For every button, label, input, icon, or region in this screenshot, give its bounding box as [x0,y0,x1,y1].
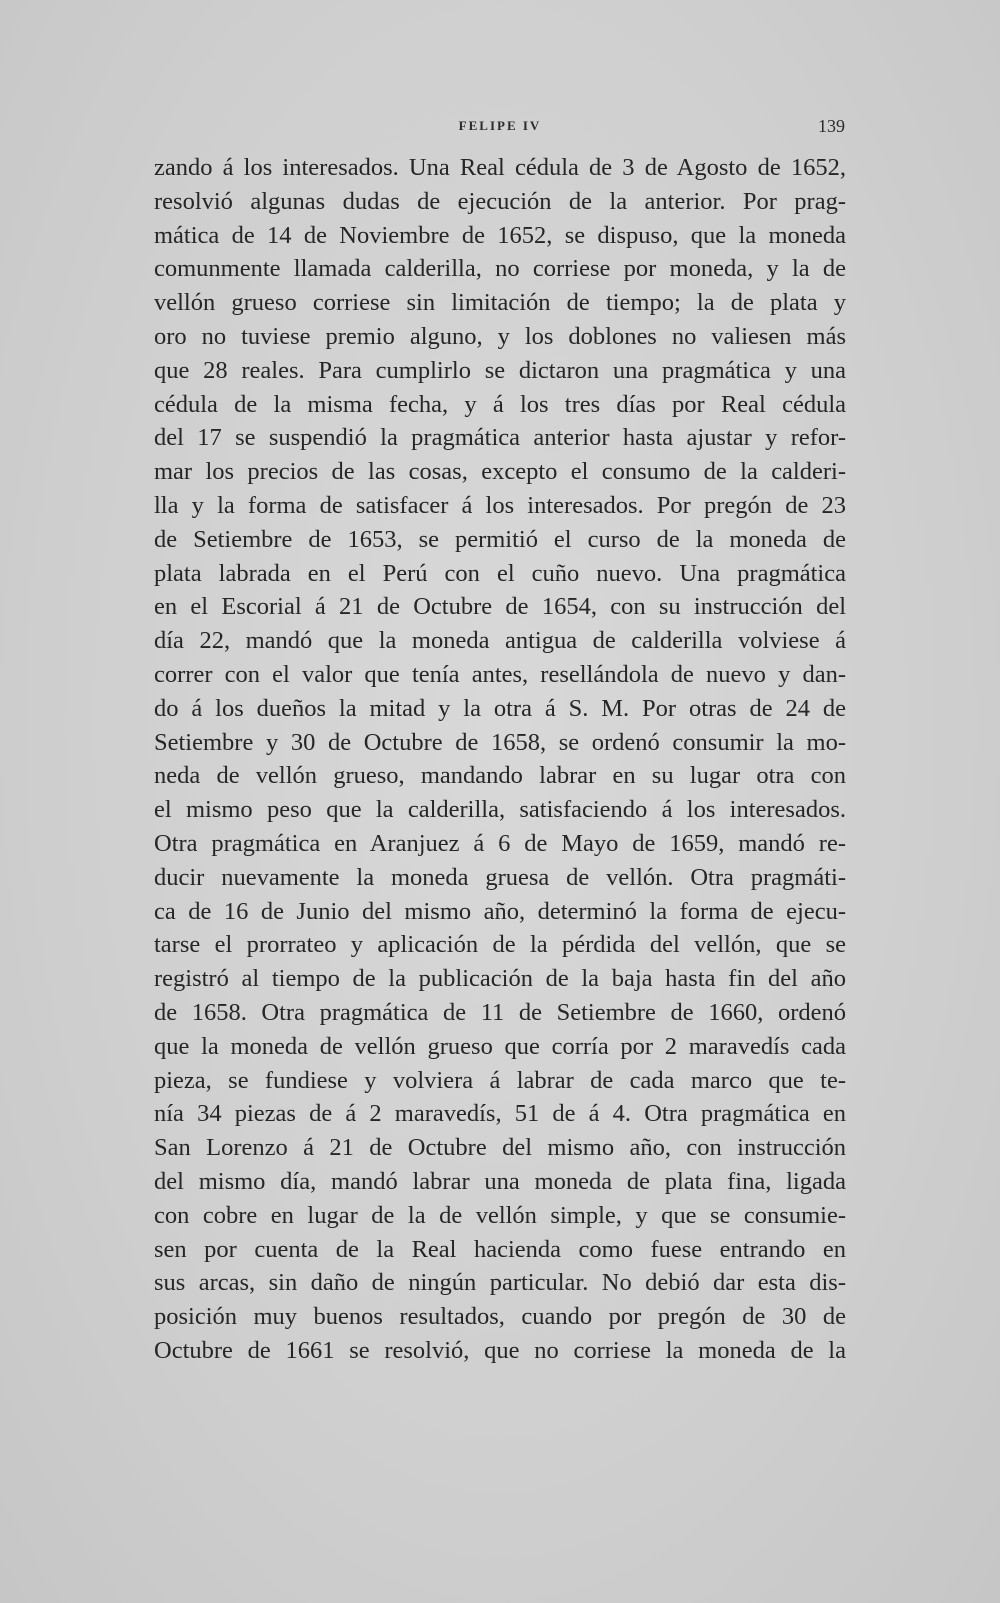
text-line: ca de 16 de Junio del mismo año, determinó la forma de ejecu- [154,897,846,925]
text-line: de Setiembre de 1653, se permitió el curso de la moneda de [154,525,846,553]
text-line: de 1658. Otra pragmática de 11 de Setiembre de 1660, ordenó [154,998,846,1026]
text-line: sen por cuenta de la Real hacienda como fuese entrando en [154,1235,846,1263]
body-text [154,151,846,1368]
text-line: San Lorenzo á 21 de Octubre del mismo año, con instrucción [154,1134,846,1162]
text-line: Setiembre y 30 de Octubre de 1658, se ordenó consumir la mo- [154,728,846,756]
text-line: mática de 14 de Noviembre de 1652, se dispuso, que la moneda [154,221,846,249]
text-line: ducir nuevamente la moneda gruesa de vellón. Otra pragmáti- [154,863,846,891]
text-line: del mismo día, mandó labrar una moneda de plata fina, ligada [154,1167,846,1195]
text-line: resolvió algunas dudas de ejecución de la anterior. Por prag- [154,187,846,215]
text-line: que 28 reales. Para cumplirlo se dictaron una pragmática y una [154,356,846,384]
text-line: pieza, se fundiese y volviera á labrar de cada marco que te- [154,1066,846,1094]
text-line: sus arcas, sin daño de ningún particular. No debió dar esta dis- [154,1269,846,1297]
text-line: Otra pragmática en Aranjuez á 6 de Mayo de 1659, mandó re- [154,829,846,857]
text-line: día 22, mandó que la moneda antigua de calderilla volviese á [154,627,846,655]
text-line: el mismo peso que la calderilla, satisfaciendo á los interesados. [154,796,846,824]
text-line: neda de vellón grueso, mandando labrar en su lugar otra con [154,762,846,790]
text-line: oro no tuviese premio alguno, y los doblones no valiesen más [154,322,846,350]
text-line: tarse el prorrateo y aplicación de la pérdida del vellón, que se [154,931,846,959]
text-line: con cobre en lugar de la de vellón simple, y que se consumie- [154,1201,846,1229]
text-line: posición muy buenos resultados, cuando por pregón de 30 de [154,1303,846,1331]
text-line: plata labrada en el Perú con el cuño nuevo. Una pragmática [154,559,846,587]
text-line: Octubre de 1661 se resolvió, que no corriese la moneda de la [154,1336,846,1364]
text-line: en el Escorial á 21 de Octubre de 1654, con su instrucción del [154,593,846,621]
text-line: cédula de la misma fecha, y á los tres días por Real cédula [154,390,846,418]
text-line: nía 34 piezas de á 2 maravedís, 51 de á 4. Otra pragmática en [154,1100,846,1128]
text-line: zando á los interesados. Una Real cédula de 3 de Agosto de 1652, [154,154,846,181]
text-line: correr con el valor que tenía antes, resellándola de nuevo y dan- [154,660,846,688]
running-title: FELIPE IV [458,118,542,133]
text-line: vellón grueso corriese sin limitación de tiempo; la de plata y [154,289,846,317]
text-line: del 17 se suspendió la pragmática anterior hasta ajustar y refor- [154,424,846,452]
text-line: que la moneda de vellón grueso que corría por 2 maravedís cada [154,1032,846,1060]
text-line: do á los dueños la mitad y la otra á S. M. Por otras de 24 de [154,694,846,722]
text-line: mar los precios de las cosas, excepto el consumo de la calderi- [154,458,846,486]
text-line: lla y la forma de satisfacer á los interesados. Por pregón de 23 [154,491,846,519]
text-line: comunmente llamada calderilla, no corriese por moneda, y la de [154,255,846,283]
page-number: 139 [818,116,845,136]
running-head [155,118,845,142]
text-line: registró al tiempo de la publicación de la baja hasta fin del año [154,965,846,993]
